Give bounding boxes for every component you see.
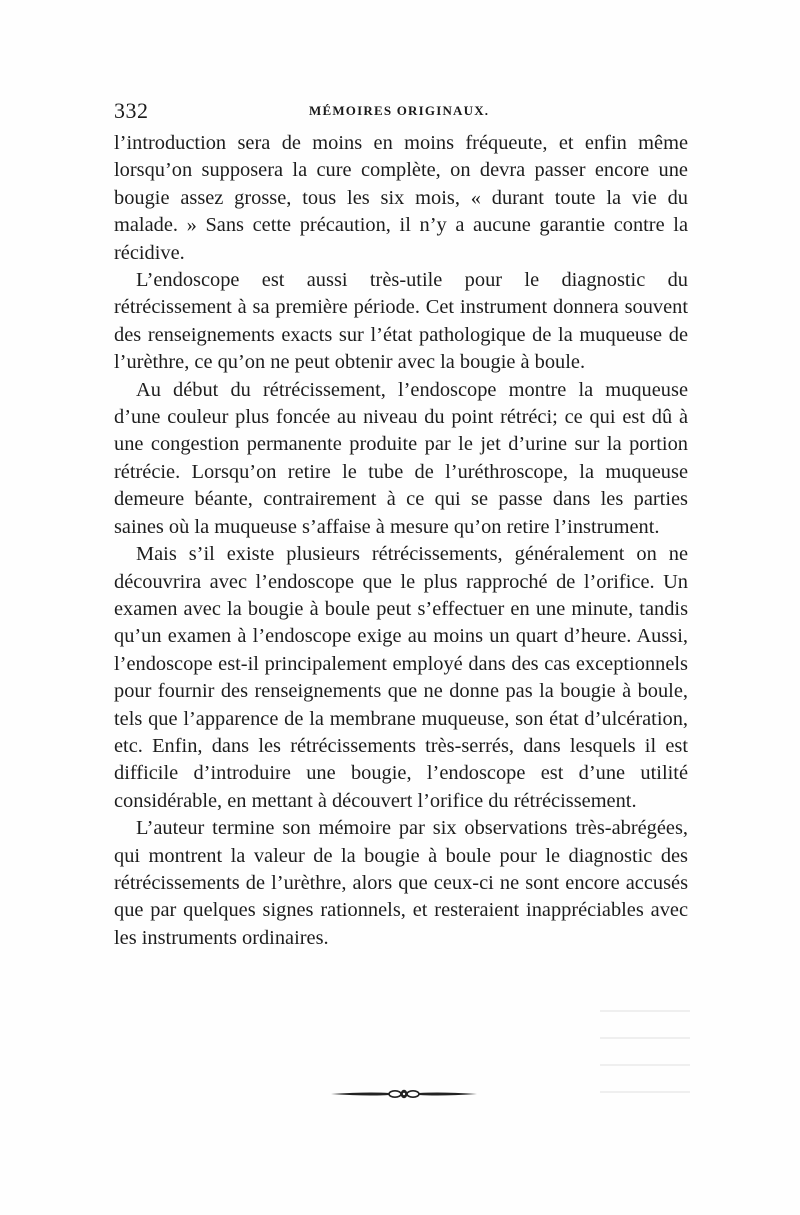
page-header bbox=[114, 98, 688, 124]
paragraph-2: L’endoscope est aussi très-utile pour le diagnostic du rétrécissement à sa première période. Cet instrument donnera souvent des renseignements exacts sur l’état pathologique de la muqueuse de l’urèthre, ce qu’on ne peut obtenir avec la bougie à boule. bbox=[114, 269, 688, 374]
body-text bbox=[114, 130, 688, 952]
paragraph-3: Au début du rétrécissement, l’endoscope montre la muqueuse d’une couleur plus foncée au niveau du point rétréci; ce qui est dû à une congestion permanente produite par le jet d’urine sur la portion rétrécie. Lorsqu’on retire le tube de l’uréthroscope, la muqueuse demeure béante, contrairement à ce qui se passe dans les parties saines où la muqueuse s’affaise à mesure qu’on retire l’instrument. bbox=[114, 378, 688, 538]
end-ornament-icon bbox=[331, 1088, 477, 1100]
running-head: MÉMOIRES ORIGINAUX. bbox=[309, 103, 490, 118]
page-number: 332 bbox=[114, 98, 149, 123]
paragraph-5: L’auteur termine son mémoire par six observations très-abrégées, qui montrent la valeur de la bougie à boule pour le diagnostic des rétrécissements de l’urèthre, alors que ceux-ci ne sont encore accusés que par quelques signes rationnels, et resteraient inappréciables avec les instruments ordinaires. bbox=[114, 817, 688, 949]
show-through bbox=[600, 1010, 690, 1100]
paragraph-4: Mais s’il existe plusieurs rétrécissements, généralement on ne découvrira avec l’endoscope que le plus rapproché de l’orifice. Un examen avec la bougie à boule peut s’effectuer en une minute, tandis qu’un examen à l’endoscope exige au moins un quart d’heure. Aussi, l’endoscope est-il principalement employé dans des cas exceptionnels pour fournir des renseignements que ne donne pas la bougie à boule, tels que l’apparence de la membrane muqueuse, son état d’ulcération, etc. Enfin, dans les rétrécissements très-serrés, dans lesquels il est difficile d’introduire une bougie, l’endoscope est d’une utilité considérable, en mettant à découvert l’orifice du rétrécissement. bbox=[114, 543, 688, 812]
paragraph-1: l’introduction sera de moins en moins fréqueute, et enfin même lorsqu’on supposera la cure complète, on devra passer encore une bougie assez grosse, tous les six mois, « durant toute la vie du malade. » Sans cette précaution, il n’y a aucune garantie contre la récidive. bbox=[114, 132, 688, 264]
